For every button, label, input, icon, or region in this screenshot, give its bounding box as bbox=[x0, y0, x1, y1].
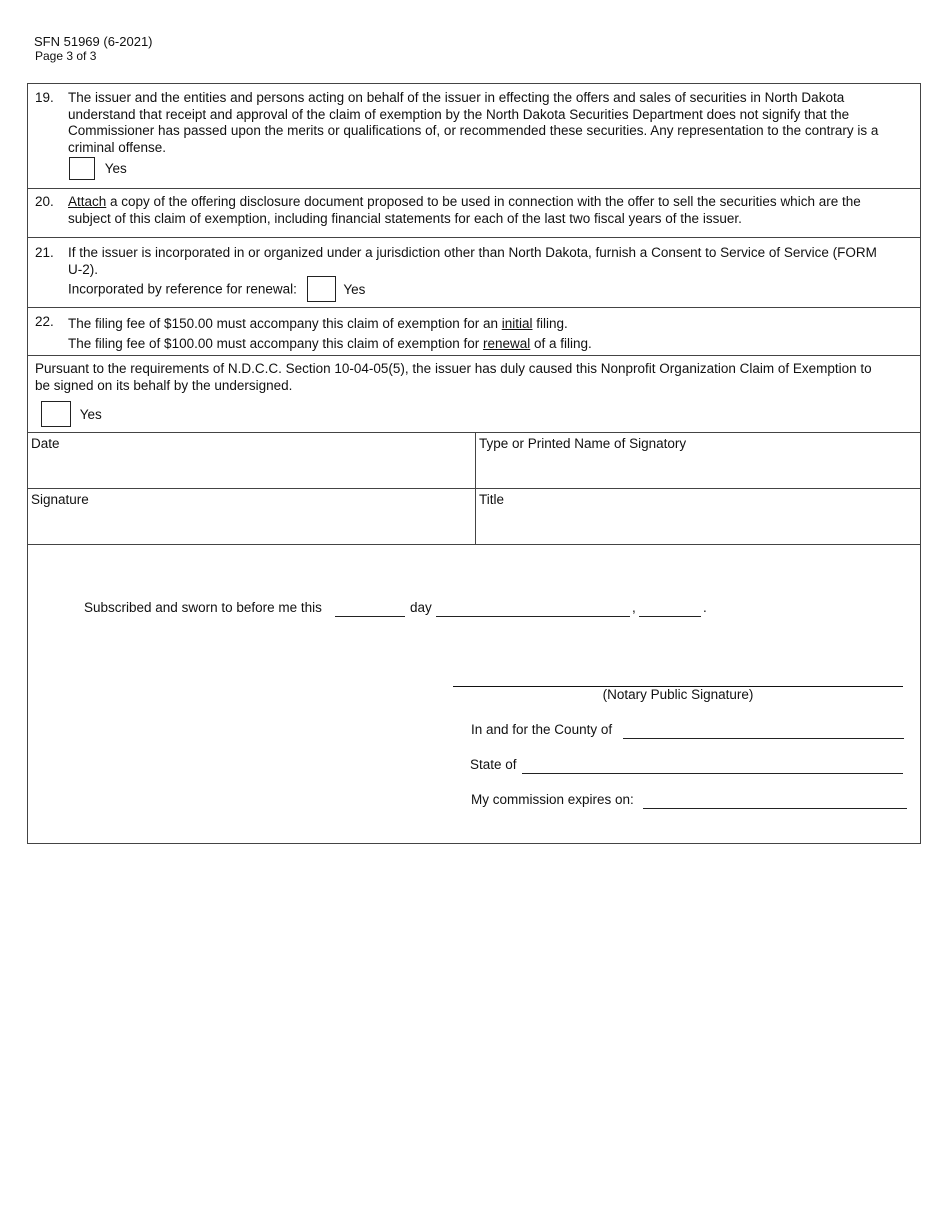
signature-grid-divider bbox=[475, 433, 476, 545]
signature-row-1 bbox=[28, 433, 920, 489]
renewal-fee-text bbox=[68, 334, 890, 354]
state-label: State of bbox=[470, 757, 517, 772]
county-field[interactable] bbox=[623, 738, 904, 739]
commission-label: My commission expires on: bbox=[471, 792, 634, 807]
item-21-text: If the issuer is incorporated in or organized under a jurisdiction other than North Dakota, furnish a Consent to Service of Service (FORM U-2). bbox=[68, 245, 877, 277]
pursuant-text: Pursuant to the requirements of N.D.C.C. Section 10-04-05(5), the issuer has duly caused this Nonprofit Organization Claim of Exemption to be signed on its behalf by the undersigned. bbox=[35, 361, 872, 393]
pursuant-yes-checkbox[interactable] bbox=[41, 401, 71, 427]
item-19-yes-checkbox[interactable] bbox=[69, 157, 95, 180]
date-label: Date bbox=[31, 436, 60, 451]
renewal-fee-pre: The filing fee of $100.00 must accompany this claim of exemption for bbox=[68, 336, 483, 351]
pursuant-yes-label: Yes bbox=[79, 406, 102, 422]
signatory-name-field[interactable] bbox=[476, 433, 920, 489]
title-label: Title bbox=[479, 492, 505, 507]
initial-fee-pre: The filing fee of $150.00 must accompany this claim of exemption for an bbox=[68, 316, 502, 331]
initial-fee-post: filing. bbox=[532, 316, 568, 331]
item-20-text bbox=[68, 194, 890, 227]
sworn-period: . bbox=[703, 600, 707, 615]
item-21 bbox=[28, 238, 920, 308]
initial-fee-text bbox=[68, 314, 890, 334]
item-19 bbox=[28, 84, 920, 189]
title-field[interactable] bbox=[476, 489, 920, 545]
commission-expiry-field[interactable] bbox=[643, 808, 907, 809]
item-20 bbox=[28, 189, 920, 238]
initial-emphasis: initial bbox=[501, 316, 533, 331]
item-21-yes-label: Yes bbox=[343, 281, 366, 297]
item-19-text: The issuer and the entities and persons acting on behalf of the issuer in effecting the offers and sales of securities in North Dakota understand that receipt and approval of the claim of exemption by the North Dakota Securities Department does not signify that the Commissioner has passed upon the merits or qualifications of, or recommended these securities. Any representation to the contrary is a criminal offense. bbox=[68, 90, 879, 155]
item-number: 22. bbox=[35, 314, 54, 329]
sworn-day-blank[interactable] bbox=[335, 616, 405, 617]
signatory-name-label: Type or Printed Name of Signatory bbox=[479, 436, 687, 451]
notary-signature-caption: (Notary Public Signature) bbox=[602, 687, 754, 702]
county-label: In and for the County of bbox=[471, 722, 613, 737]
item-number: 19. bbox=[35, 90, 54, 105]
renewal-emphasis: renewal bbox=[482, 336, 531, 351]
form-number: SFN 51969 (6-2021) bbox=[34, 34, 153, 49]
sworn-month-blank[interactable] bbox=[436, 616, 630, 617]
state-field[interactable] bbox=[522, 773, 903, 774]
date-field[interactable] bbox=[28, 433, 475, 489]
item-22 bbox=[28, 308, 920, 356]
signature-row-2 bbox=[28, 489, 920, 545]
item-20-body: a copy of the offering disclosure document proposed to be used in connection with the offer to sell the securities which are the subject of this claim of exemption, including financial statements for each of the last two fiscal years of the issuer. bbox=[68, 194, 861, 226]
item-number: 20. bbox=[35, 194, 54, 209]
renewal-fee-post: of a filing. bbox=[530, 336, 592, 351]
sworn-comma: , bbox=[632, 600, 636, 615]
renewal-label: Incorporated by reference for renewal: bbox=[68, 281, 297, 297]
pursuant-section bbox=[28, 356, 920, 433]
attach-emphasis: Attach bbox=[68, 194, 107, 209]
page-indicator: Page 3 of 3 bbox=[35, 49, 97, 63]
sworn-year-blank[interactable] bbox=[639, 616, 701, 617]
signature-field[interactable] bbox=[28, 489, 475, 545]
item-21-yes-checkbox[interactable] bbox=[307, 276, 336, 302]
item-19-yes-label: Yes bbox=[104, 161, 127, 176]
signature-label: Signature bbox=[31, 492, 89, 507]
form-body bbox=[27, 83, 921, 844]
sworn-prefix: Subscribed and sworn to before me this bbox=[84, 600, 322, 615]
day-word: day bbox=[410, 600, 432, 615]
item-number: 21. bbox=[35, 245, 54, 260]
